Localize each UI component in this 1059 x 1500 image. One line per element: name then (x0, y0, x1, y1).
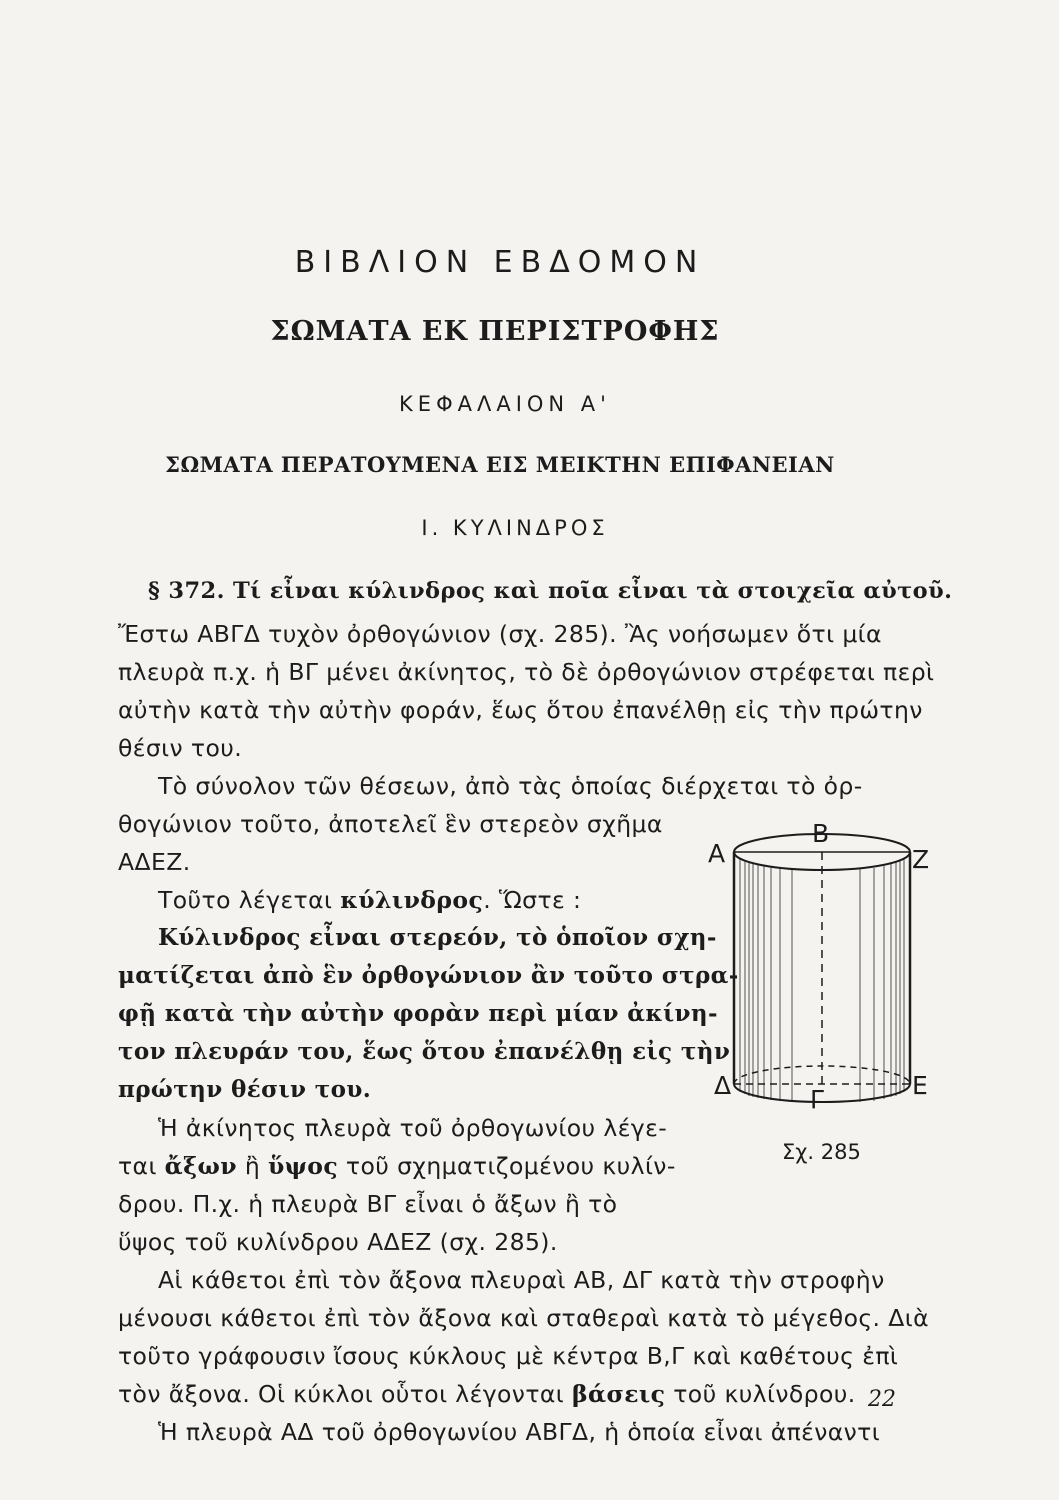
term-cylinder: κύλινδρος (340, 886, 484, 914)
text-line: θέσιν του. (118, 734, 243, 762)
page-number: 22 (868, 1387, 896, 1412)
chapter-title: ΣΩΜΑΤΑ ΠΕΡΑΤΟΥΜΕΝΑ ΕΙΣ ΜΕΙΚΤΗΝ ΕΠΙΦΑΝΕΙΑΝ (165, 452, 835, 477)
text-line: ΑΔΕΖ. (118, 848, 191, 876)
text-line: Ἡ ἀκίνητος πλευρὰ τοῦ ὀρθογωνίου λέγε- (158, 1114, 668, 1142)
text-line: Ἔστω ΑΒΓΔ τυχὸν ὀρθογώνιον (σχ. 285). Ἂς νοήσωμεν ὅτι μία (118, 620, 882, 648)
text-line: πλευρὰ π.χ. ἡ ΒΓ μένει ἀκίνητος, τὸ δὲ ὀρθογώνιον στρέφεται περὶ (118, 658, 935, 686)
text-line: μένουσι κάθετοι ἐπὶ τὸν ἄξονα καὶ σταθεραὶ κατὰ τὸ μέγεθος. Διὰ (118, 1304, 930, 1332)
definition-line: ματίζεται ἀπὸ ἓν ὀρθογώνιον ἂν τοῦτο στρα- (118, 962, 739, 989)
section-title: Ι. ΚΥΛΙΝΔΡΟΣ (421, 516, 609, 540)
point-label-d: Δ (714, 1071, 732, 1100)
book-title: ΒΙΒΛΙΟΝ ΕΒΔΟΜΟΝ (294, 245, 706, 280)
text-line: θογώνιον τοῦτο, ἀποτελεῖ ἓν στερεὸν σχῆμα (118, 810, 663, 838)
chapter-label: ΚΕΦΑΛΑΙΟΝ Α' (399, 392, 611, 416)
term-bases: βάσεις (571, 1380, 666, 1408)
text-run: τοῦ σχηματιζομένου κυλίν- (338, 1152, 676, 1180)
definition-line: φῇ κατὰ τὴν αὐτὴν φορὰν περὶ μίαν ἀκίνη- (118, 1000, 718, 1027)
point-label-e: Ε (912, 1071, 928, 1100)
point-label-g: Γ (810, 1085, 824, 1114)
text-line: Αἱ κάθετοι ἐπὶ τὸν ἄξονα πλευραὶ ΑΒ, ΔΓ κατὰ τὴν στροφὴν (158, 1266, 885, 1294)
definition-line: Κύλινδρος εἶναι στερεόν, τὸ ὁποῖον σχη- (158, 924, 717, 951)
text-line (158, 886, 581, 914)
section-heading-372: § 372. Τί εἶναι κύλινδρος καὶ ποῖα εἶναι τὰ στοιχεῖα αὐτοῦ. (148, 578, 953, 604)
text-line: αὐτὴν κατὰ τὴν αὐτὴν φοράν, ἕως ὅτου ἐπανέλθῃ εἰς τὴν πρώτην (118, 696, 923, 724)
text-line: τοῦτο γράφουσιν ἴσους κύκλους μὲ κέντρα Β,Γ καὶ καθέτους ἐπὶ (118, 1342, 899, 1370)
point-label-a: Α (708, 839, 726, 868)
text-line: Τὸ σύνολον τῶν θέσεων, ἀπὸ τὰς ὁποίας διέρχεται τὸ ὀρ- (158, 772, 863, 800)
cylinder-figure (700, 812, 940, 1132)
figure-caption: Σχ. 285 (782, 1140, 861, 1164)
text-run: ἢ (236, 1152, 269, 1180)
cylinder-drawing (700, 812, 940, 1132)
point-label-b: Β (812, 819, 830, 848)
text-run: . Ὥστε : (483, 886, 582, 914)
part-title: ΣΩΜΑΤΑ ΕΚ ΠΕΡΙΣΤΡΟΦΗΣ (270, 316, 720, 347)
text-run: ται (118, 1152, 165, 1180)
term-axis: ἄξων (164, 1152, 237, 1180)
text-run: Τοῦτο λέγεται (158, 886, 341, 914)
definition-line: πρώτην θέσιν του. (118, 1076, 372, 1103)
text-line: δρου. Π.χ. ἡ πλευρὰ ΒΓ εἶναι ὁ ἄξων ἢ τὸ (118, 1190, 618, 1218)
text-line (118, 1152, 676, 1180)
point-label-z: Ζ (912, 845, 930, 874)
text-line: ὕψος τοῦ κυλίνδρου ΑΔΕΖ (σχ. 285). (118, 1228, 558, 1256)
definition-line: τον πλευράν του, ἕως ὅτου ἐπανέλθῃ εἰς τὴν (118, 1038, 731, 1065)
text-run: τοῦ κυλίνδρου. (665, 1380, 856, 1408)
text-run: τὸν ἄξονα. Οἱ κύκλοι οὗτοι λέγονται (118, 1380, 572, 1408)
text-line: Ἡ πλευρὰ ΑΔ τοῦ ὀρθογωνίου ΑΒΓΔ, ἡ ὁποία εἶναι ἀπέναντι (158, 1418, 881, 1446)
term-height: ὕψος (268, 1152, 339, 1180)
text-line (118, 1380, 856, 1408)
